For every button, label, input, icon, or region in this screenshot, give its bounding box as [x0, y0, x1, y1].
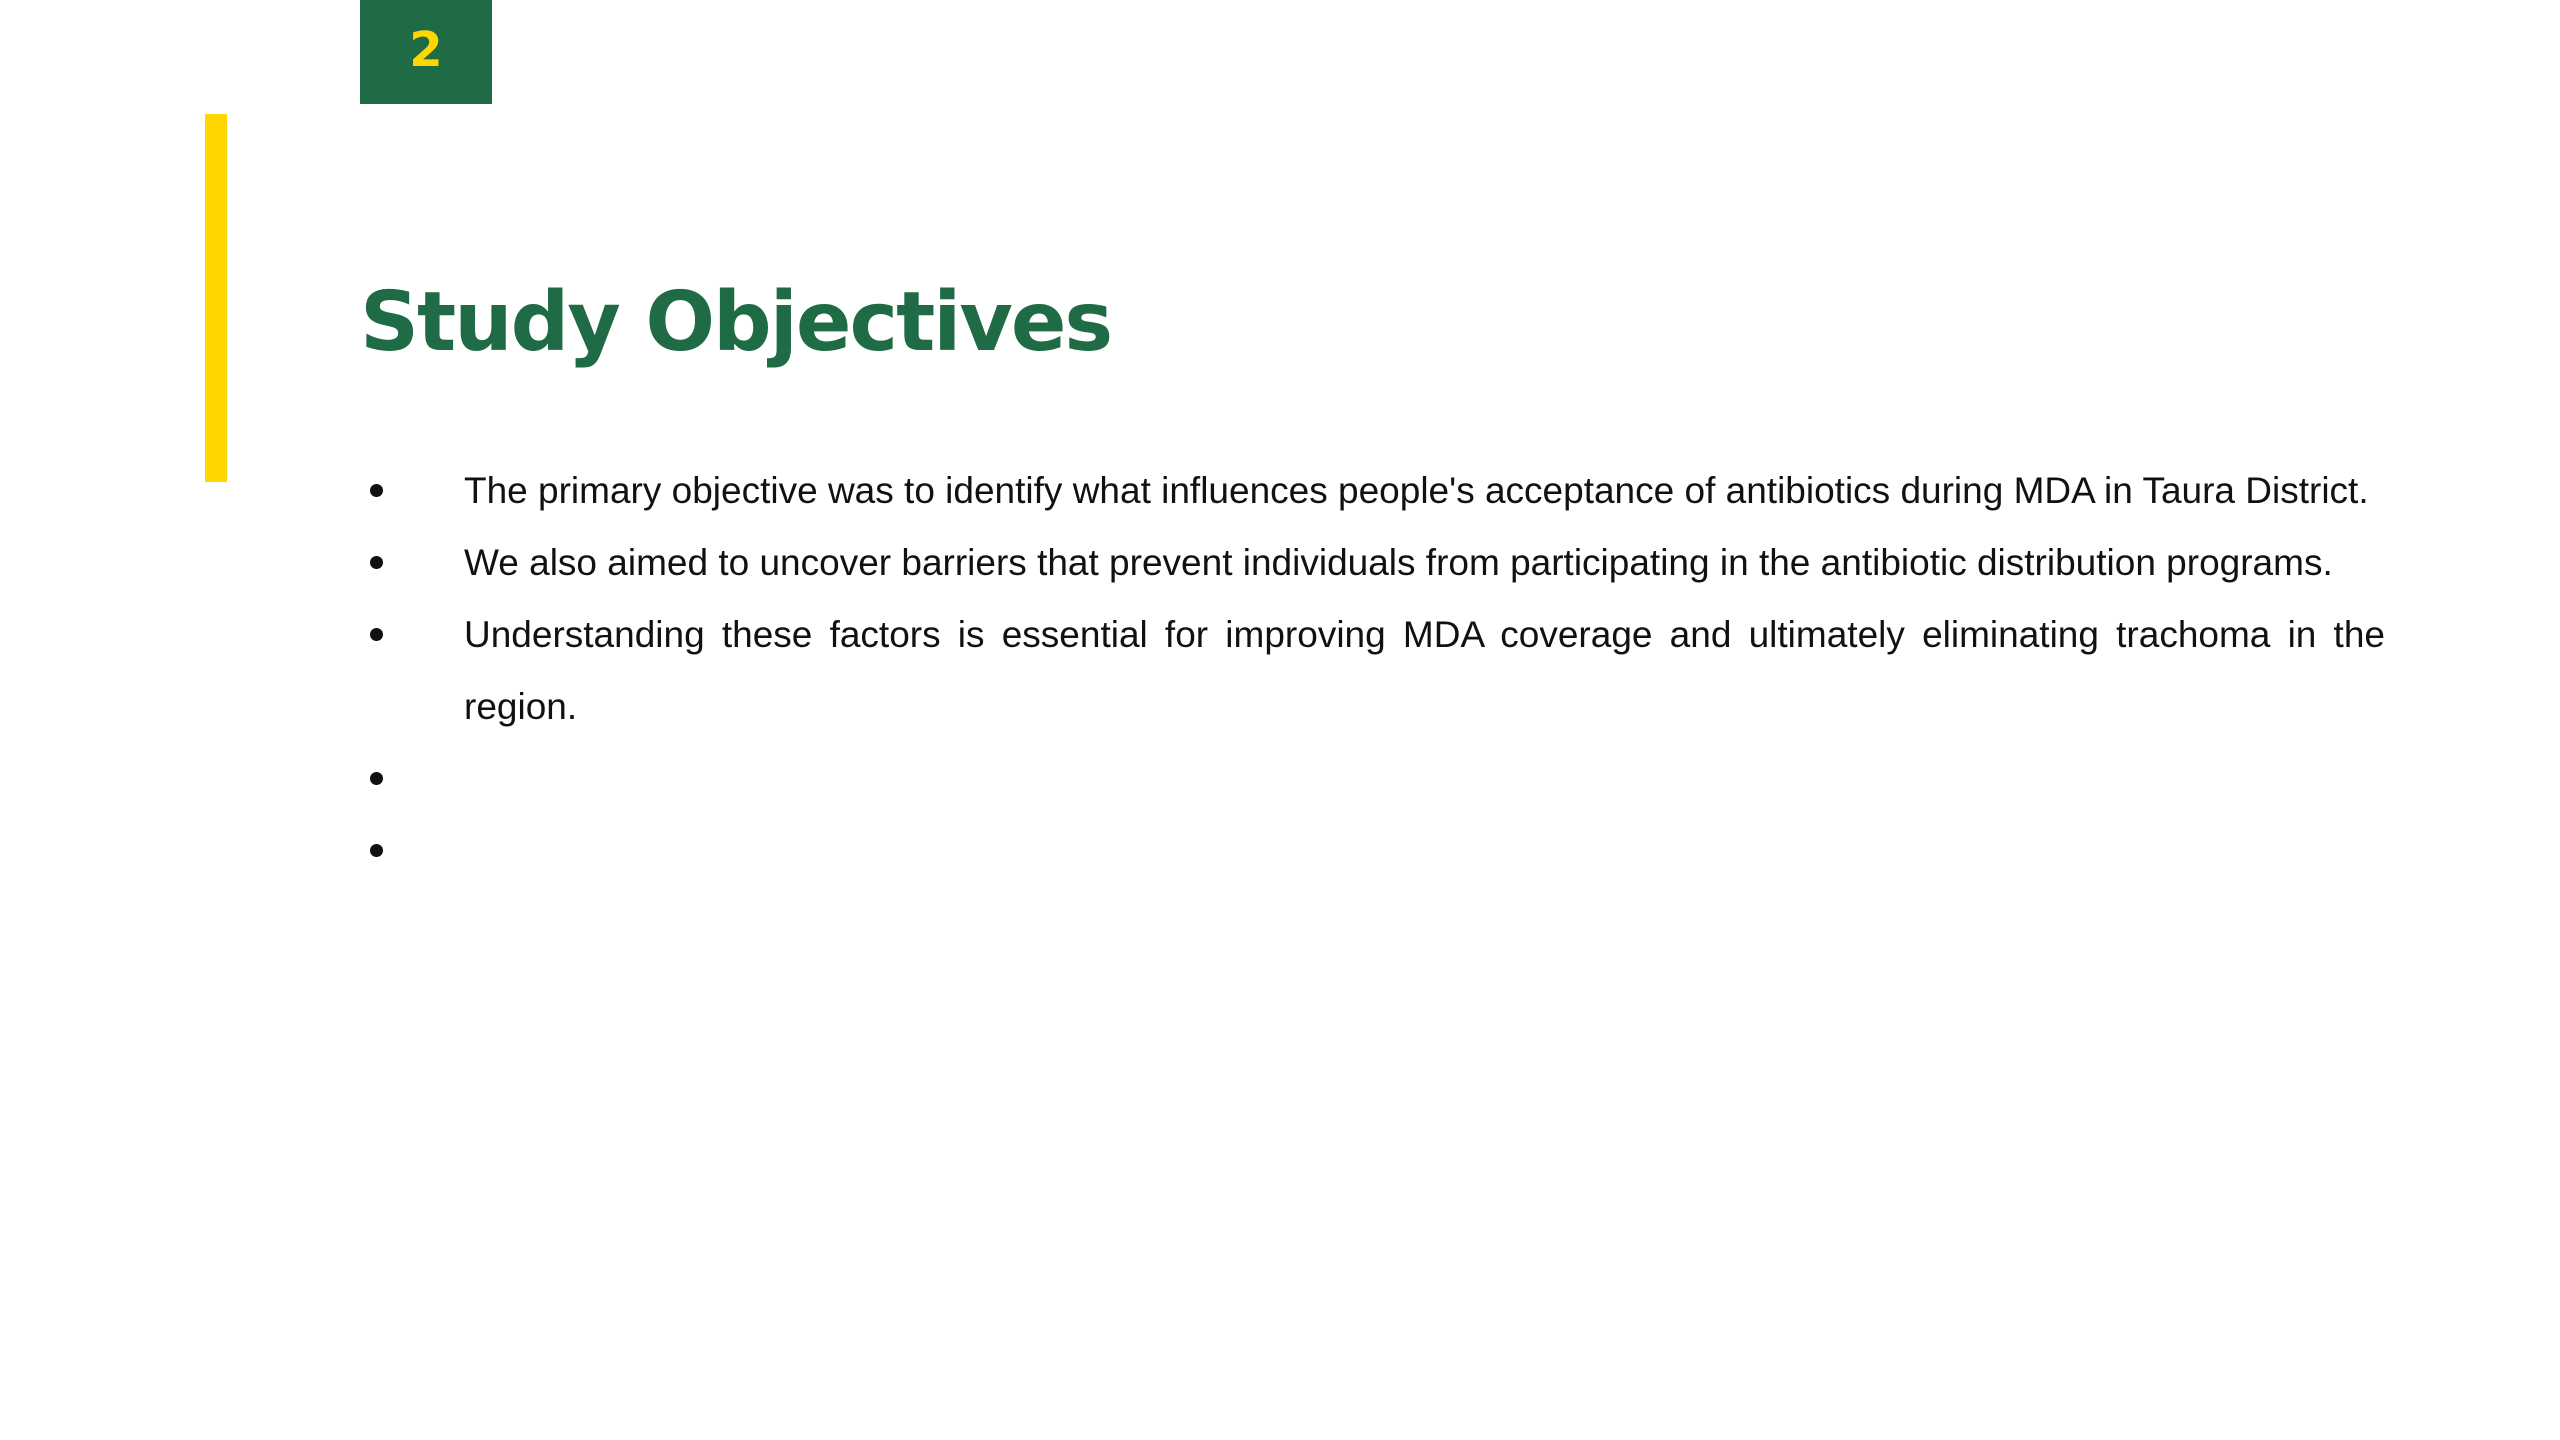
bullet-text: Understanding these factors is essential for improving MDA coverage and ultimately eliminating trachoma in the region. — [464, 614, 2385, 727]
bullet-text: We also aimed to uncover barriers that prevent individuals from participating in the antibiotic distribution programs. — [464, 542, 2333, 583]
bullet-dot-icon — [370, 772, 383, 785]
bullet-text: The primary objective was to identify what influences people's acceptance of antibiotics during MDA in Taura District. — [464, 470, 2369, 511]
bullet-dot-icon — [370, 844, 383, 857]
bullet-item-2 — [360, 527, 2385, 599]
bullet-item-1 — [360, 455, 2385, 527]
bullet-item-4-empty — [360, 743, 2385, 815]
page-number: 2 — [409, 22, 443, 78]
objectives-list — [360, 455, 2385, 887]
bullet-dot-icon — [370, 556, 383, 569]
bullet-dot-icon — [370, 484, 383, 497]
slide-title: Study Objectives — [360, 275, 1112, 370]
bullet-item-5-empty — [360, 815, 2385, 887]
page-number-badge — [360, 0, 492, 104]
accent-bar — [205, 114, 227, 482]
bullet-dot-icon — [370, 628, 383, 641]
bullet-item-3 — [360, 599, 2385, 743]
